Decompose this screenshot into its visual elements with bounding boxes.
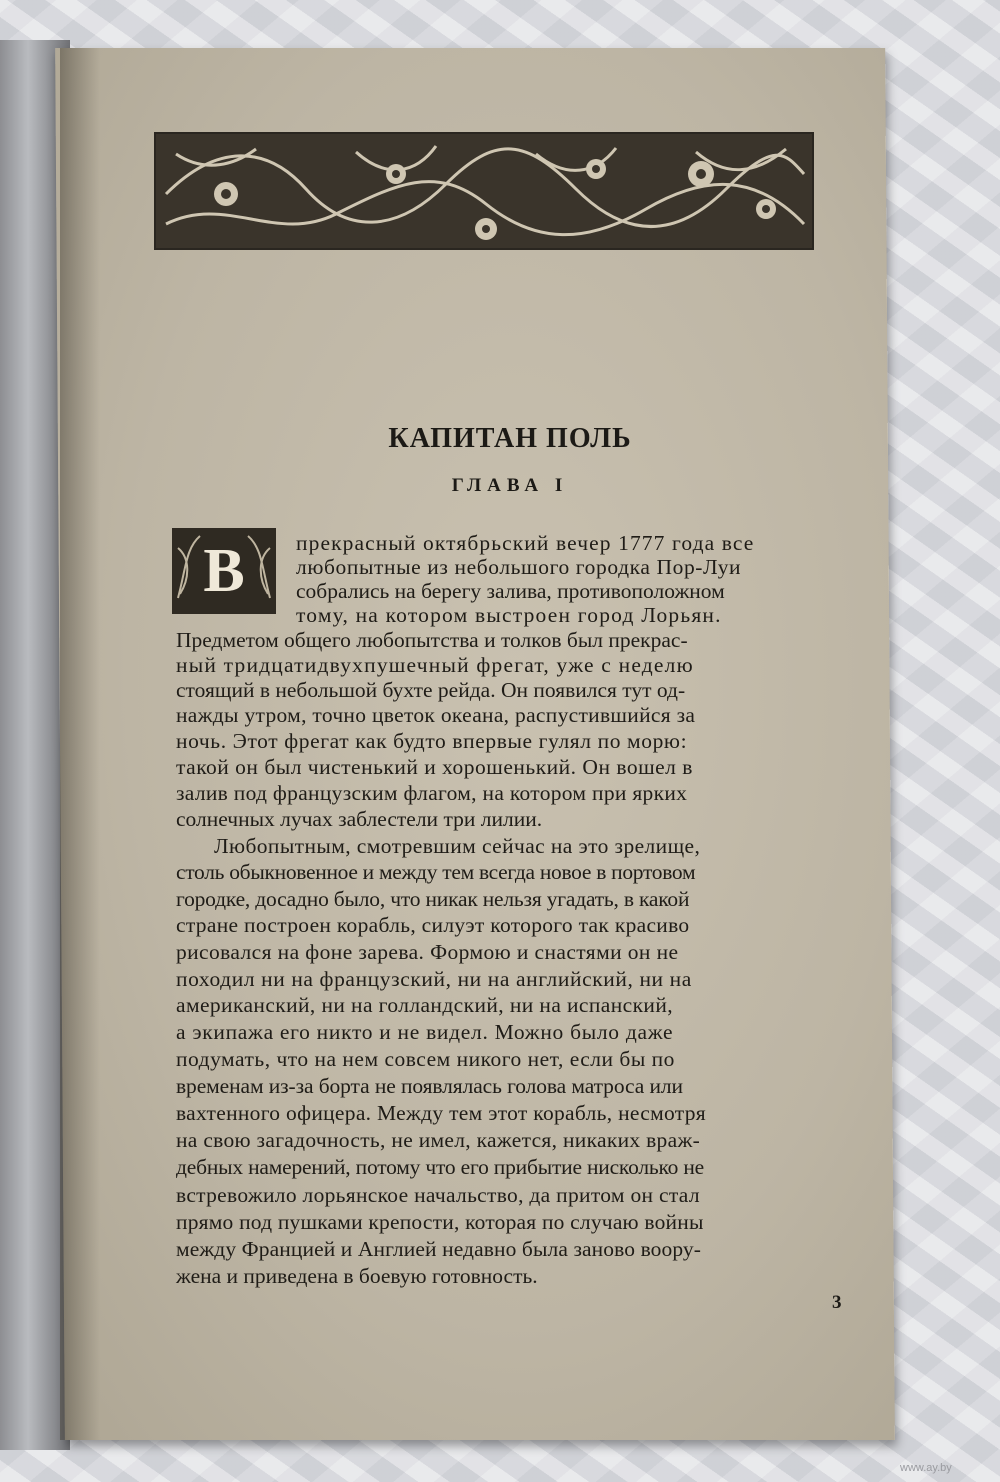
watermark: www.ay.by — [900, 1462, 952, 1474]
text-line: ный тридцатидвухпушечный фрегат, уже с неделю — [176, 653, 694, 677]
text-line: стране построен корабль, силуэт которого так красиво — [176, 913, 690, 937]
text-line: дебных намерений, потому что его прибытие нисколько не — [176, 1155, 705, 1179]
text-line: подумать, что на нем совсем никого нет, если бы по — [176, 1047, 675, 1071]
text-line: между Францией и Англией недавно была заново воору- — [176, 1237, 702, 1261]
text-line: солнечных лучах заблестели три лилии. — [176, 807, 543, 831]
text-line: ночь. Этот фрегат как будто впервые гулял по морю: — [176, 729, 688, 753]
text-line: прямо под пушками крепости, которая по случаю войны — [176, 1210, 704, 1234]
text-line: такой он был чистенький и хорошенький. Он вошел в — [176, 755, 693, 779]
ornamental-headpiece — [154, 132, 814, 250]
text-line: прекрасный октябрьский вечер 1777 года все — [296, 531, 755, 555]
page-gutter-shadow — [60, 48, 100, 1440]
drop-cap-letter: В — [203, 537, 245, 605]
drop-cap — [172, 528, 276, 614]
text-line: а экипажа его никто и не видел. Можно было даже — [176, 1020, 674, 1044]
text-line: стоящий в небольшой бухте рейда. Он появился тут од- — [176, 678, 686, 702]
text-line: вахтенного офицера. Между тем этот корабль, несмотря — [176, 1101, 706, 1125]
text-line: залив под французским флагом, на котором при ярких — [176, 781, 688, 805]
text-line: Предметом общего любопытства и толков был прекрас- — [176, 628, 688, 652]
text-line: походил ни на французский, ни на английский, ни на — [176, 967, 692, 991]
chapter-heading: ГЛАВА I — [451, 475, 569, 496]
text-line: на свою загадочность, не имел, кажется, никаких враж- — [176, 1128, 701, 1152]
text-line: тому, на котором выстроен город Лорьян. — [296, 603, 722, 627]
text-line: нажды утром, точно цветок океана, распустившийся за — [176, 703, 696, 727]
text-line: столь обыкновенное и между тем всегда новое в портовом — [176, 860, 696, 884]
text-line: городке, досадно было, что никак нельзя угадать, в какой — [176, 887, 690, 911]
text-line: временам из-за борта не появлялась голова матроса или — [176, 1074, 683, 1098]
text-line: Любопытным, смотревшим сейчас на это зрелище, — [214, 834, 701, 858]
text-line: рисовался на фоне зарева. Формою и снастями он не — [176, 940, 679, 964]
text-line: жена и приведена в боевую готовность. — [176, 1264, 538, 1288]
chapter-book-title: КАПИТАН ПОЛЬ — [388, 423, 632, 454]
text-line: собрались на берегу залива, противоположном — [296, 579, 725, 603]
text-line: встревожило лорьянское начальство, да притом он стал — [176, 1183, 700, 1207]
text-line: любопытные из небольшого городка Пор-Луи — [296, 555, 742, 579]
text-line: американский, ни на голландский, ни на испанский, — [176, 993, 674, 1017]
page-number: 3 — [832, 1292, 842, 1313]
